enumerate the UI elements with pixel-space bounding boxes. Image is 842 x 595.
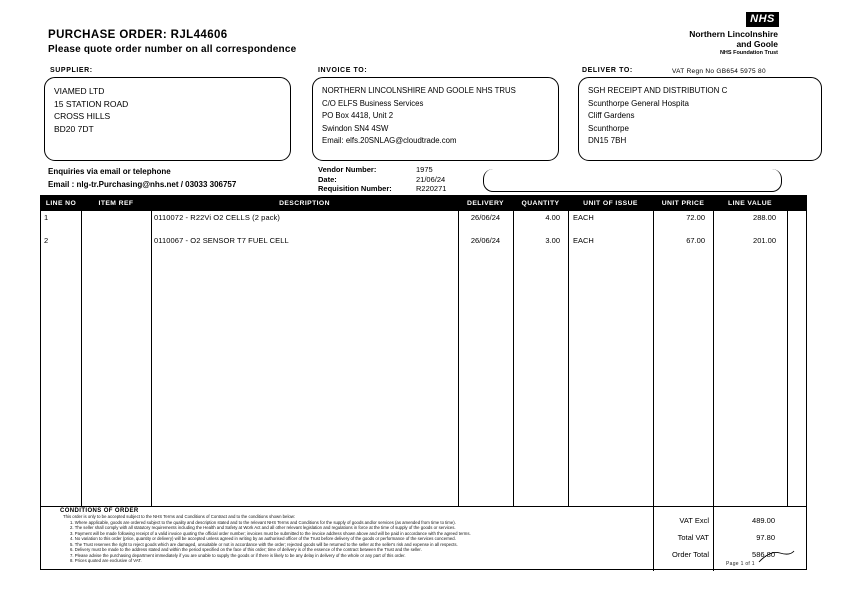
scan-squiggle-mark	[756, 547, 796, 565]
conditions-line: 2. The seller shall comply with all statutory requirements including the Health and Safety at Work Act and all other relevant legislation and regulations in force at the time of supply of the goods or services.	[70, 525, 456, 530]
requisition-value: R220271	[416, 184, 447, 193]
col-header-quantity: QUANTITY	[521, 200, 560, 207]
cell-unit-price: 67.00	[686, 236, 705, 245]
total-vat-label: Total VAT	[677, 533, 709, 542]
table-row	[41, 236, 806, 245]
conditions-line: 3. Payment will be made following receipt of a valid invoice quoting the official order number; invoices must be submitted to the invoice address shown above and will be paid in accordance with the agreed terms.	[70, 530, 471, 536]
order-date-row	[318, 175, 446, 185]
cell-description: 0110067 - O2 SENSOR T7 FUEL CELL	[154, 236, 289, 245]
cell-unit-of-issue: EACH	[573, 236, 594, 245]
col-header-unit-price: UNIT PRICE	[661, 200, 705, 207]
col-header-line-value: LINE VALUE	[728, 200, 772, 207]
trust-name-line1: Northern Lincolnshire	[689, 29, 778, 39]
conditions-line: 4. No variation to this order (price, quantity or delivery) will be accepted unless agreed in writing by an authorised officer of the Trust before delivery of the goods or performance of the services concerned.	[70, 536, 456, 541]
order-total-label: Order Total	[672, 550, 709, 559]
cell-unit-of-issue: EACH	[573, 213, 594, 222]
total-vat-value: 97.80	[756, 533, 775, 542]
invoice-to-label: INVOICE TO:	[318, 67, 368, 74]
conditions-line: 6. Delivery must be made to the address stated and within the period specified on the face of this order; time of delivery is of the essence of the contract between the Trust and the seller.	[70, 547, 422, 552]
deliver-line: DN15 7BH	[588, 136, 627, 145]
vat-excl-value: 489.00	[752, 516, 775, 525]
cell-line-no: 2	[44, 236, 49, 245]
requisition-row	[318, 184, 446, 194]
cell-unit-price: 72.00	[686, 213, 705, 222]
trust-name	[689, 30, 778, 49]
cell-spare	[787, 213, 808, 222]
cell-quantity: 3.00	[545, 236, 560, 245]
cell-delivery: 26/06/24	[470, 213, 501, 222]
enquiries-email-phone: Email : nlg-tr.Purchasing@nhs.net / 03033 306757	[48, 180, 237, 189]
vat-regn-number: VAT Regn No GB654 5975 80	[672, 68, 766, 75]
supplier-label: SUPPLIER:	[50, 67, 93, 74]
column-divider	[458, 211, 459, 506]
column-divider	[513, 211, 514, 506]
supplier-line: VIAMED LTD	[54, 86, 105, 96]
deliver-address-box	[578, 77, 822, 161]
invoice-line: C/O ELFS Business Services	[322, 98, 424, 108]
trust-name-line2: and Goole	[736, 38, 778, 49]
total-vat-row	[653, 533, 787, 542]
supplier-line: CROSS HILLS	[54, 111, 111, 121]
deliver-line: Cliff Gardens	[588, 111, 635, 120]
conditions-title: CONDITIONS OF ORDER	[60, 508, 139, 514]
column-divider	[151, 211, 152, 506]
line-items-table	[40, 195, 807, 570]
order-date-value: 21/06/24	[416, 174, 446, 184]
supplier-line: 15 STATION ROAD	[54, 98, 129, 109]
po-title: PURCHASE ORDER: RJL44606	[48, 29, 228, 41]
invoice-line: PO Box 4418, Unit 2	[322, 111, 394, 120]
footer-divider-line	[41, 506, 806, 507]
table-header-row	[41, 196, 806, 211]
cell-description: 0110072 - R22Vi O2 CELLS (2 pack)	[154, 213, 281, 222]
invoice-address-box	[312, 77, 559, 161]
vendor-number-row	[318, 165, 446, 175]
cell-delivery: 26/06/24	[470, 236, 501, 245]
vat-excl-row	[653, 516, 787, 525]
col-header-description: DESCRIPTION	[279, 200, 330, 207]
deliver-to-label: DELIVER TO:	[582, 67, 633, 74]
conditions-line: 1. Where applicable, goods are ordered subject to the quality and description stated and to the relevant NHS Terms and Conditions for the supply of goods and/or services (as amended from time to time).	[70, 519, 456, 525]
invoice-line: Swindon SN4 4SW	[322, 123, 389, 133]
deliver-line: SGH RECEIPT AND DISTRIBUTION C	[588, 86, 728, 95]
invoice-line: Email: elfs.20SNLAG@cloudtrade.com	[322, 136, 457, 145]
order-total-value: 586.80	[752, 550, 775, 559]
col-header-item-ref: ITEM REF	[98, 200, 134, 207]
col-header-line-no: LINE NO	[45, 200, 77, 207]
conditions-of-order	[56, 508, 641, 564]
cell-spare	[787, 236, 808, 245]
conditions-line: 5. The Trust reserves the right to reject goods which are damaged, unsuitable or not in accordance with the order; rejected goods will be returned to the seller at the seller's risk and expense in all respects.	[70, 541, 458, 547]
column-divider	[787, 211, 788, 506]
supplier-line: BD20 7DT	[54, 123, 94, 134]
enquiries-line: Enquiries via email or telephone	[48, 167, 171, 176]
deliver-line: Scunthorpe	[588, 123, 629, 133]
cell-line-value: 201.00	[753, 236, 776, 245]
column-divider	[568, 211, 569, 506]
cell-line-no: 1	[44, 213, 49, 222]
vat-excl-label: VAT Excl	[679, 516, 709, 525]
table-row	[41, 213, 806, 222]
requisition-label: Requisition Number:	[318, 184, 392, 193]
page-number: Page 1 of 1	[726, 561, 755, 567]
cell-item-ref	[81, 213, 151, 222]
cell-line-value: 288.00	[753, 213, 776, 222]
trust-type: NHS Foundation Trust	[719, 50, 778, 56]
column-divider	[81, 211, 82, 506]
cell-quantity: 4.00	[545, 213, 560, 222]
vendor-number-label: Vendor Number:	[318, 165, 377, 174]
order-date-label: Date:	[318, 174, 337, 184]
deliver-line: Scunthorpe General Hospita	[588, 98, 689, 108]
nhs-logo: NHS	[746, 12, 779, 27]
col-header-delivery: DELIVERY	[467, 200, 504, 207]
conditions-line: 7. Please advise the purchasing department immediately if you are unable to supply the goods or if there is likely to be any delay in delivery of the whole or any part of this order.	[70, 552, 406, 558]
conditions-line: This order is only to be accepted subject to the NHS Terms and Conditions of Contract and to the conditions shown below:	[63, 514, 296, 519]
cell-item-ref	[81, 236, 151, 245]
po-subtitle: Please quote order number on all correspondence	[48, 44, 297, 55]
col-header-unit-of-issue: UNIT OF ISSUE	[583, 200, 638, 207]
supplier-address-box	[44, 77, 291, 161]
invoice-line: NORTHERN LINCOLNSHIRE AND GOOLE NHS TRUS	[322, 86, 516, 95]
conditions-line: 8. Prices quoted are exclusive of VAT.	[70, 558, 142, 563]
order-meta	[318, 165, 446, 194]
vendor-number-value: 1975	[416, 165, 433, 174]
blank-entry-box	[483, 169, 782, 192]
